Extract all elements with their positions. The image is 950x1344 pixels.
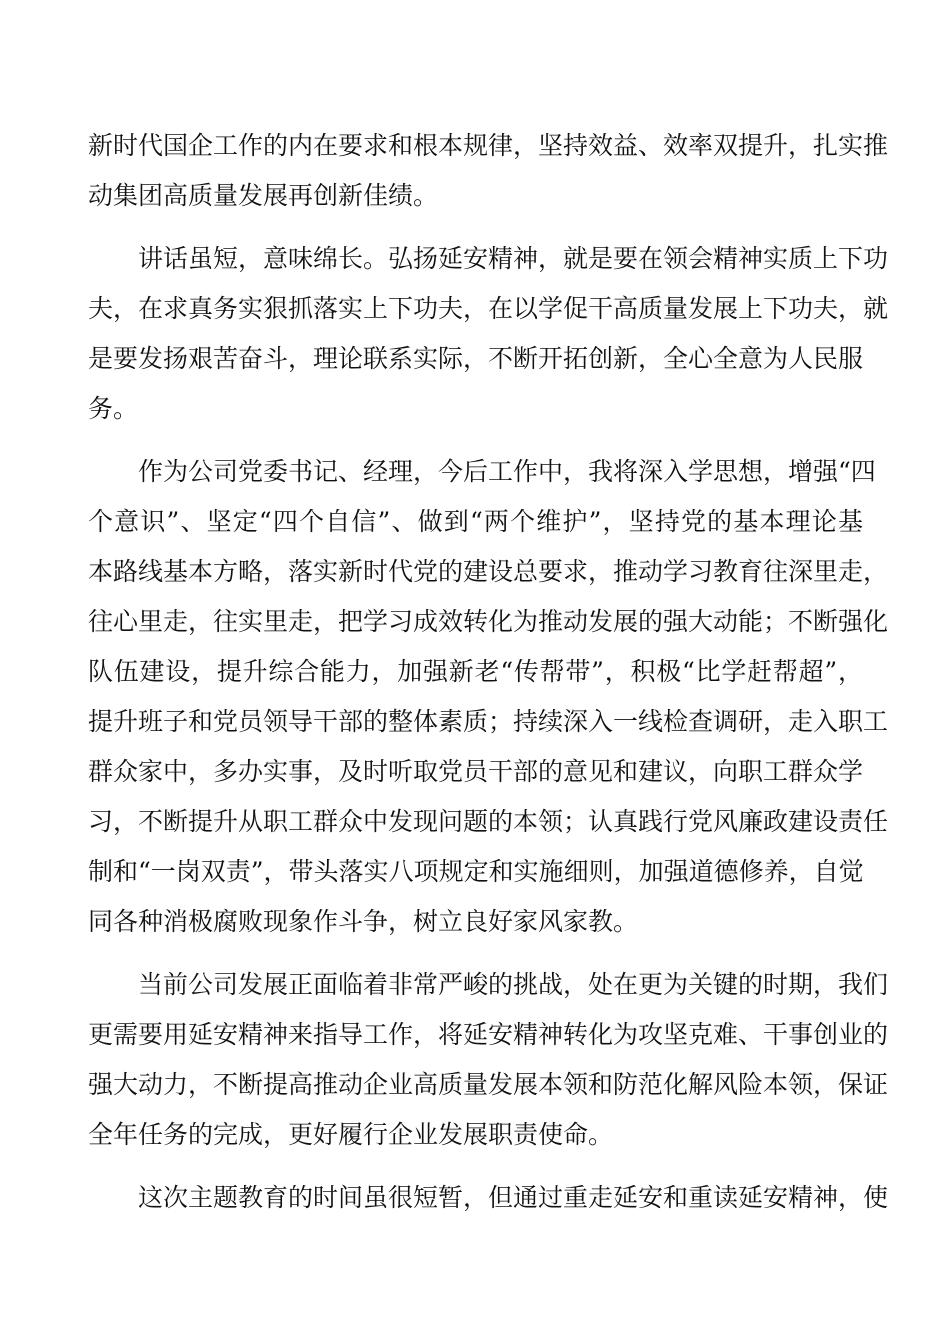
text-line: 更需要用延安精神来指导工作，将延安精神转化为攻坚克难、干事创业的 [88, 1020, 889, 1049]
text-line: 本路线基本方略，落实新时代党的建设总要求，推动学习教育往深里走， [88, 557, 889, 586]
text-line: 新时代国企工作的内在要求和根本规律，坚持效益、效率双提升，扎实推 [88, 131, 889, 160]
text-line: 全年任务的完成，更好履行企业发展职责使命。 [88, 1120, 614, 1149]
text-line: 动集团高质量发展再创新佳绩。 [88, 181, 439, 210]
text-line: 务。 [88, 394, 139, 423]
text-line: 同各种消极腐败现象作斗争，树立良好家风家教。 [88, 907, 639, 936]
text-line: 制和“一岗双责”，带头落实八项规定和实施细则，加强道德修养，自觉 [88, 857, 864, 886]
text-line: 习，不断提升从职工群众中发现问题的本领；认真践行党风廉政建设责任 [88, 807, 889, 836]
text-line: 个意识”、坚定“四个自信”、做到“两个维护”，坚持党的基本理论基 [88, 507, 864, 536]
text-line: 群众家中，多办实事，及时听取党员干部的意见和建议，向职工群众学 [88, 757, 864, 786]
text-line: 队伍建设，提升综合能力，加强新老“传帮带”，积极“比学赶帮超”， [88, 657, 863, 686]
text-line: 往心里走，往实里走，把学习成效转化为推动发展的强大动能；不断强化 [88, 607, 889, 636]
text-line: 这次主题教育的时间虽很短暂，但通过重走延安和重读延安精神，使 [138, 1183, 889, 1212]
paragraph [88, 454, 889, 939]
text-line: 强大动力，不断提高推动企业高质量发展本领和防范化解风险本领，保证 [88, 1070, 889, 1099]
paragraph [88, 128, 889, 213]
text-line: 作为公司党委书记、经理，今后工作中，我将深入学思想，增强“四 [138, 457, 876, 486]
text-line: 讲话虽短，意味绵长。弘扬延安精神，就是要在领会精神实质上下功 [138, 244, 889, 273]
text-line: 提升班子和党员领导干部的整体素质；持续深入一线检查调研，走入职工 [88, 707, 889, 736]
paragraph [88, 241, 889, 426]
document-body [88, 128, 889, 1215]
paragraph [88, 967, 889, 1152]
text-line: 是要发扬艰苦奋斗，理论联系实际，不断开拓创新，全心全意为人民服 [88, 344, 864, 373]
paragraph [88, 1180, 889, 1215]
text-line: 夫，在求真务实狠抓落实上下功夫，在以学促干高质量发展上下功夫，就 [88, 294, 889, 323]
text-line: 当前公司发展正面临着非常严峻的挑战，处在更为关键的时期，我们 [138, 970, 889, 999]
